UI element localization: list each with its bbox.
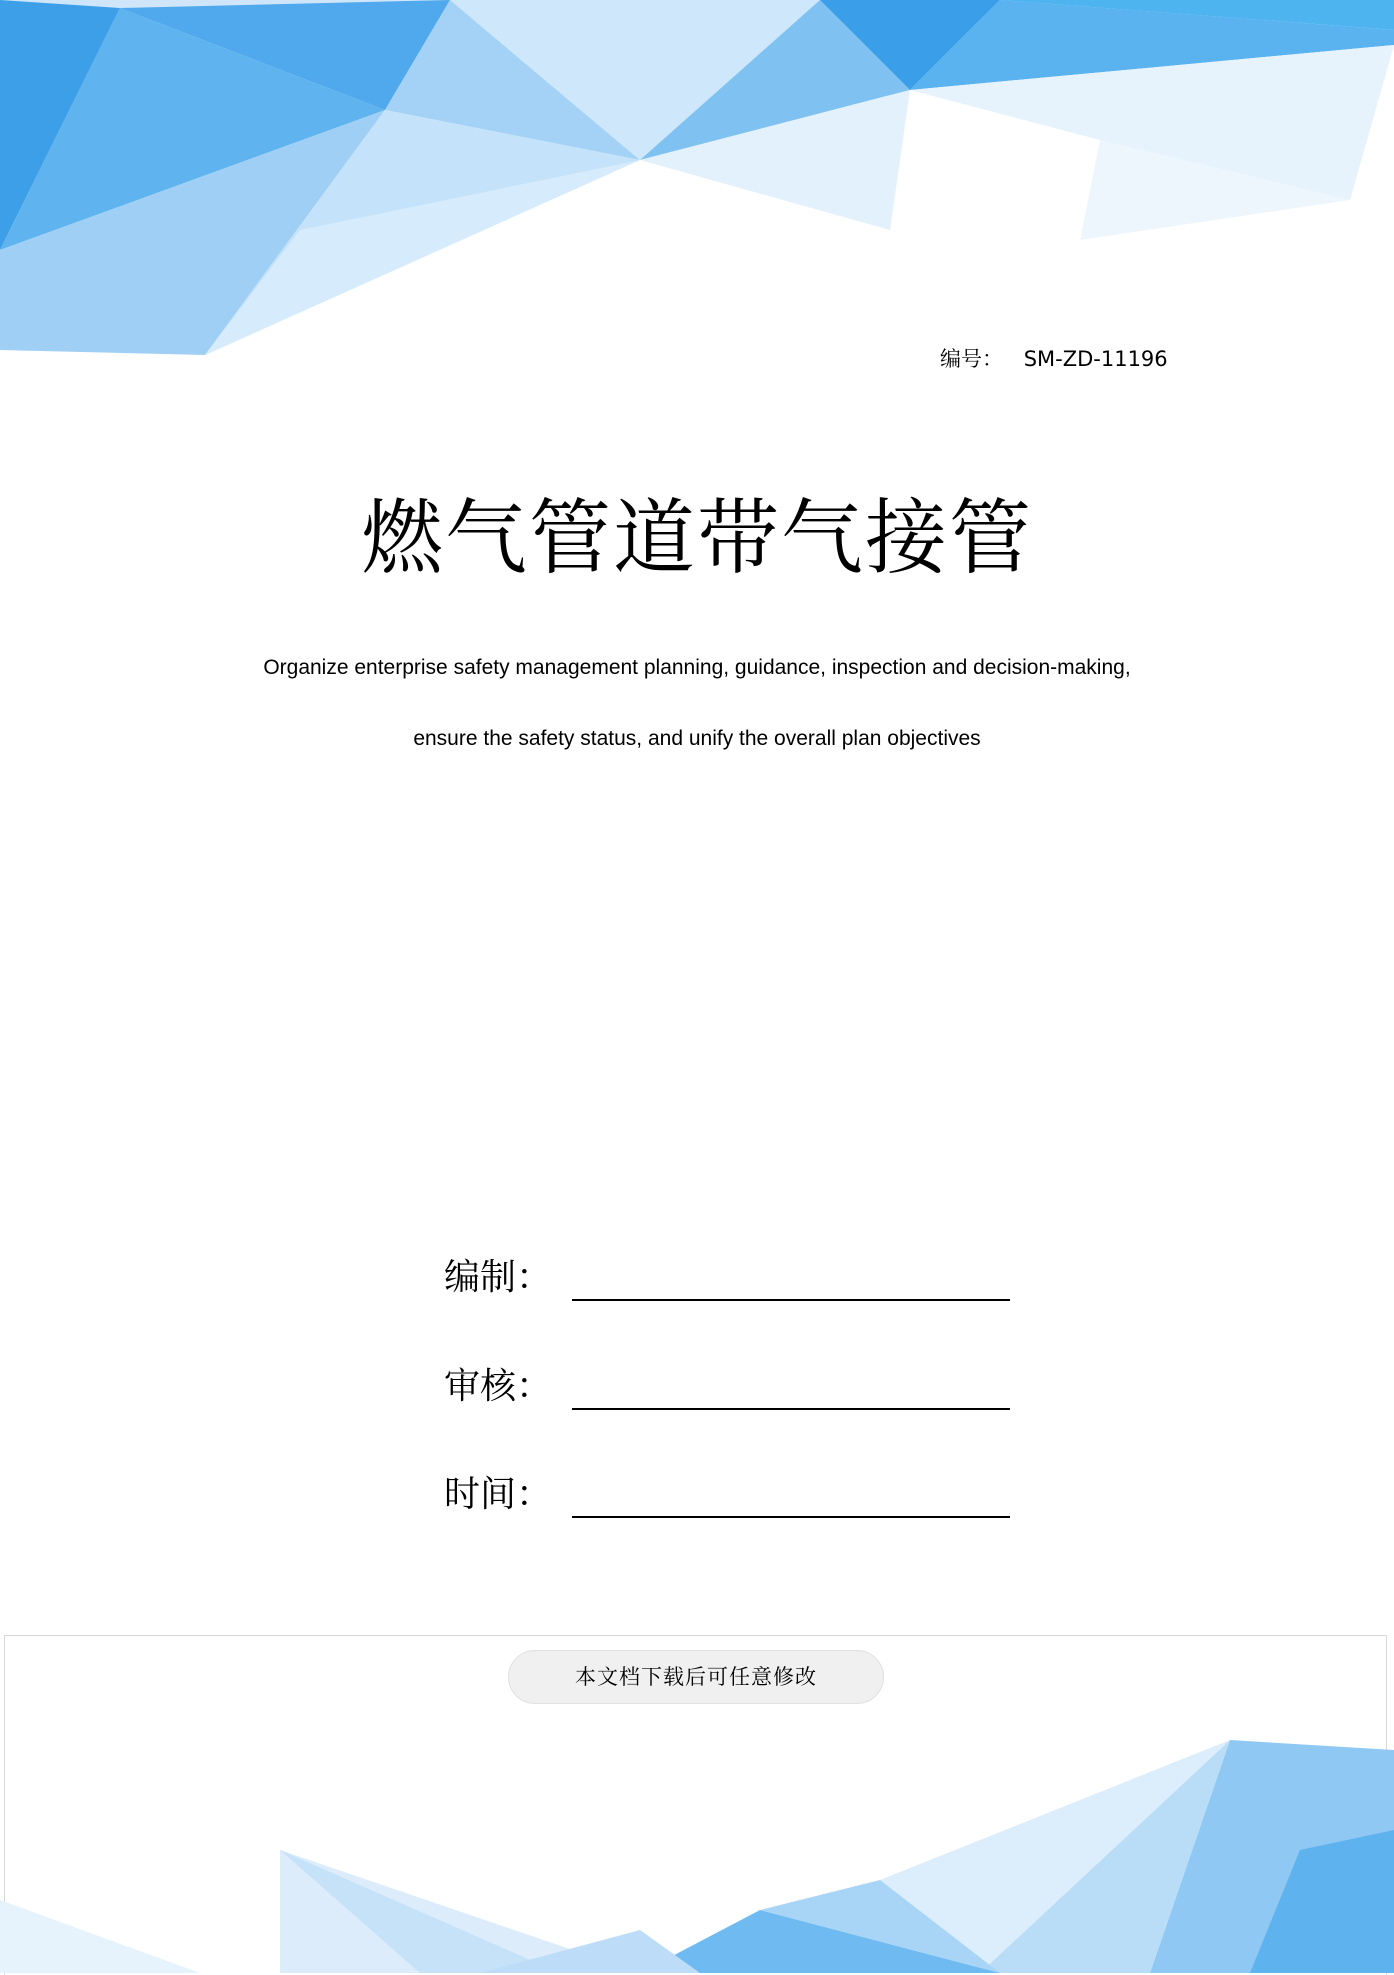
document-number-label: 编号： <box>940 347 1003 371</box>
review-label: 审核： <box>444 1366 553 1407</box>
compile-field <box>444 1253 1014 1303</box>
subtitle-line-1: Organize enterprise safety management planning, guidance, inspection and decision-making, <box>263 656 1131 679</box>
top-decorative-banner <box>0 0 1394 380</box>
time-blank-line <box>572 1516 1010 1518</box>
time-field <box>444 1470 1014 1520</box>
document-number-value: SM-ZD-11196 <box>1023 347 1168 371</box>
document-number <box>940 343 1168 373</box>
review-field <box>444 1362 1014 1412</box>
subtitle-line-2: ensure the safety status, and unify the overall plan objectives <box>413 727 981 750</box>
compile-label: 编制： <box>444 1257 553 1298</box>
time-label: 时间： <box>444 1474 553 1515</box>
compile-blank-line <box>572 1299 1010 1301</box>
review-blank-line <box>572 1408 1010 1410</box>
editable-note-badge: 本文档下载后可任意修改 <box>508 1650 884 1704</box>
document-title: 燃气管道带气接管 <box>360 491 1033 586</box>
